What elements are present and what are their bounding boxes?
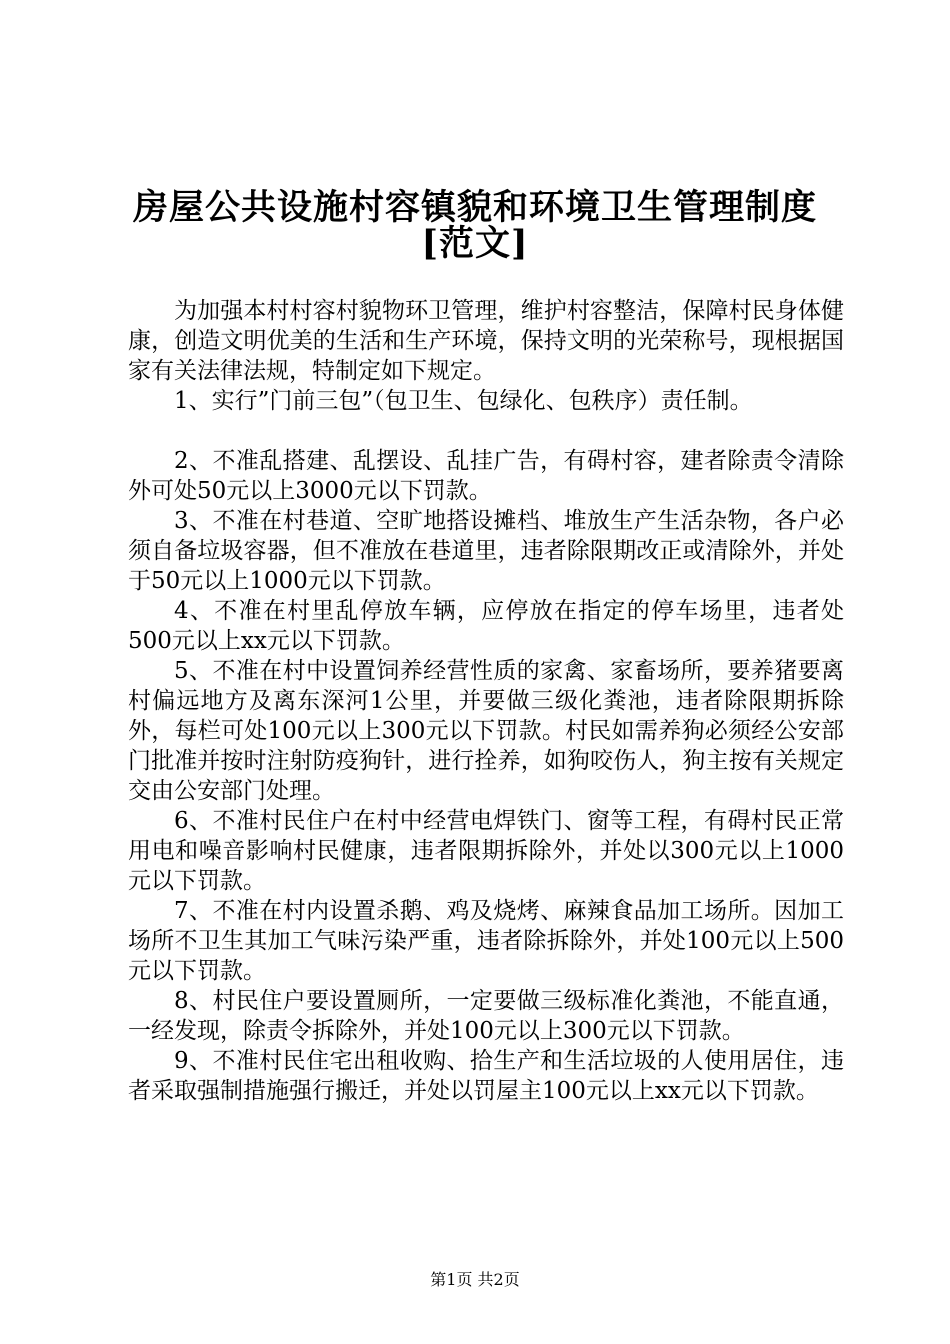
rule-paragraph-3: 3、不准在村巷道、空旷地搭设摊档、堆放生产生活杂物，各户必须自备垃圾容器，但不准放在巷道里，违者除限期改正或清除外，并处于50元以上1000元以下罚款。 [128, 508, 844, 594]
document-body [128, 296, 844, 1106]
rule-paragraph-2: 2、不准乱搭建、乱摆设、乱挂广告，有碍村容，建者除责令清除外可处50元以上3000元以下罚款。 [128, 448, 844, 504]
rule-paragraph-9: 9、不准村民住宅出租收购、拾生产和生活垃圾的人使用居住，违者采取强制措施强行搬迁，并处以罚屋主100元以上xx元以下罚款。 [128, 1048, 844, 1104]
rule-paragraph-8: 8、村民住户要设置厕所，一定要做三级标准化粪池，不能直通，一经发现，除责令拆除外，并处100元以上300元以下罚款。 [128, 988, 844, 1044]
rule-paragraph-1: 1、实行”门前三包”（包卫生、包绿化、包秩序）责任制。 [174, 388, 753, 414]
rule-paragraph-4: 4、不准在村里乱停放车辆，应停放在指定的停车场里，违者处500元以上xx元以下罚款。 [128, 598, 844, 654]
rule-paragraph-5: 5、不准在村中设置饲养经营性质的家禽、家畜场所，要养猪要离村偏远地方及离东深河1公里，并要做三级化粪池，违者除限期拆除外，每栏可处100元以上300元以下罚款。村民如需养狗必须经公安部门批准并按时注射防疫狗针，进行拴养，如狗咬伤人，狗主按有关规定交由公安部门处理。 [128, 658, 844, 804]
rule-paragraph-7: 7、不准在村内设置杀鹅、鸡及烧烤、麻辣食品加工场所。因加工场所不卫生其加工气味污染严重，违者除拆除外，并处100元以上500元以下罚款。 [128, 898, 844, 984]
rule-paragraph-6: 6、不准村民住户在村中经营电焊铁门、窗等工程，有碍村民正常用电和噪音影响村民健康，违者限期拆除外，并处以300元以上1000元以下罚款。 [128, 808, 844, 894]
intro-paragraph: 为加强本村村容村貌物环卫管理，维护村容整洁，保障村民身体健康，创造文明优美的生活和生产环境，保持文明的光荣称号，现根据国家有关法律法规，特制定如下规定。 [128, 298, 844, 384]
document-title: 房屋公共设施村容镇貌和环境卫生管理制度 [132, 187, 817, 228]
page-number-footer: 第1页 共2页 [430, 1270, 520, 1289]
document-title-suffix: [范文] [421, 223, 529, 264]
